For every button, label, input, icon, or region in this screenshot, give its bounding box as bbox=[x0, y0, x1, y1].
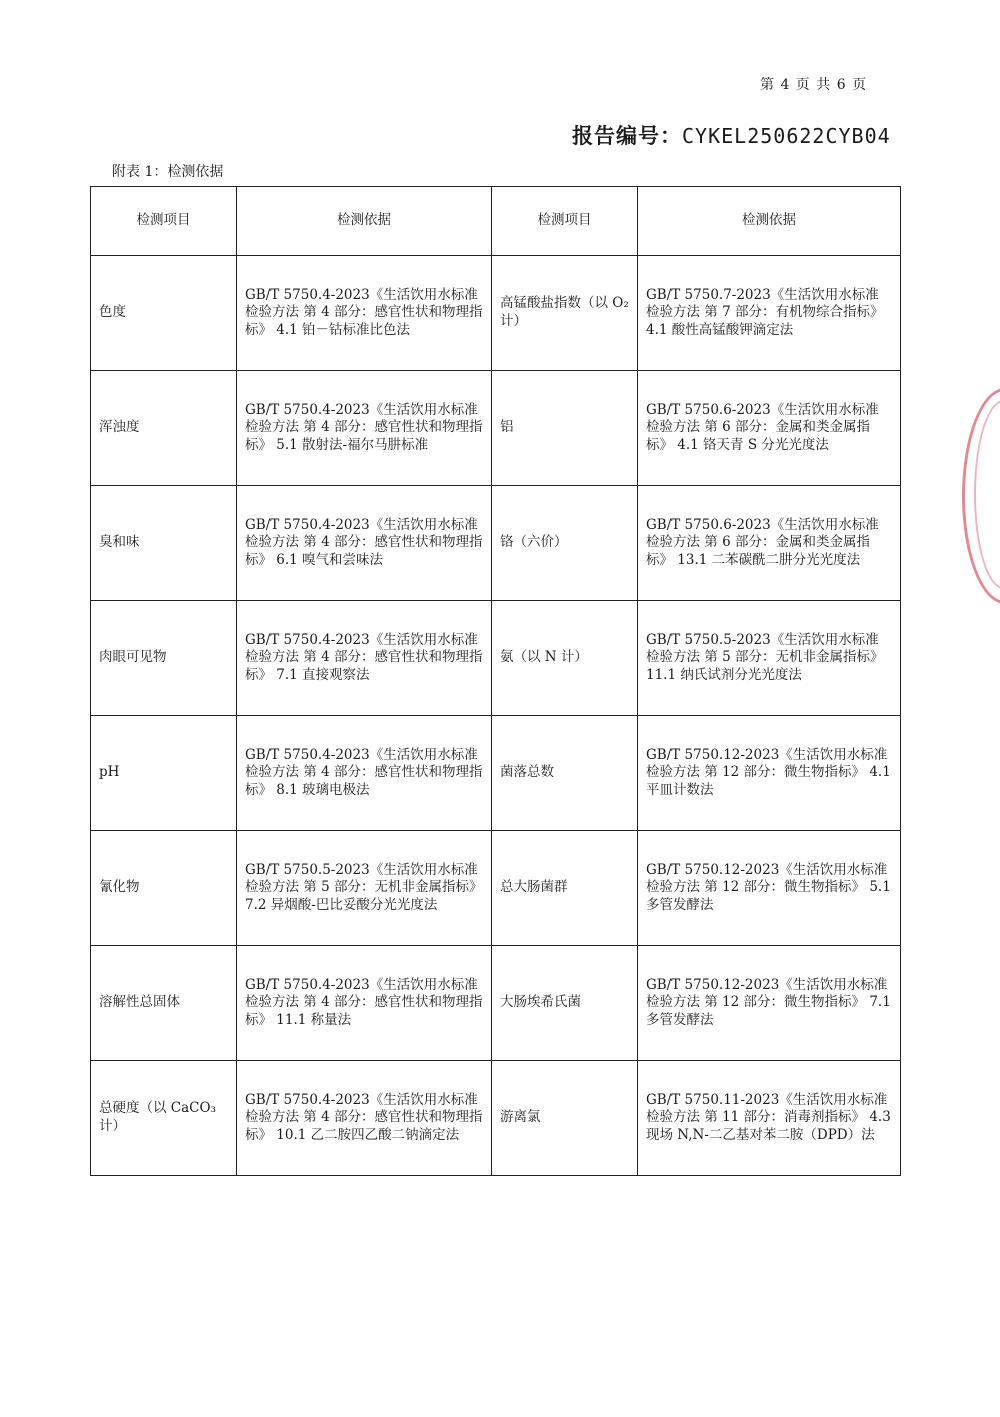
test-item: 铬（六价） bbox=[492, 486, 638, 601]
test-method: GB/T 5750.4-2023《生活饮用水标准检验方法 第 4 部分：感官性状和物理指标》 7.1 直接观察法 bbox=[237, 601, 492, 716]
table-row bbox=[91, 716, 901, 831]
test-item: 肉眼可见物 bbox=[91, 601, 237, 716]
test-method: GB/T 5750.6-2023《生活饮用水标准检验方法 第 6 部分：金属和类金属指标》 13.1 二苯碳酰二肼分光光度法 bbox=[638, 486, 901, 601]
table-row bbox=[91, 371, 901, 486]
test-item: 总大肠菌群 bbox=[492, 831, 638, 946]
table-row bbox=[91, 831, 901, 946]
test-item: 大肠埃希氏菌 bbox=[492, 946, 638, 1061]
header-test-basis-2: 检测依据 bbox=[638, 187, 901, 256]
test-item: 铝 bbox=[492, 371, 638, 486]
test-item: 色度 bbox=[91, 256, 237, 371]
test-item: pH bbox=[91, 716, 237, 831]
table-caption: 附表 1：检测依据 bbox=[112, 164, 224, 180]
test-method: GB/T 5750.4-2023《生活饮用水标准检验方法 第 4 部分：感官性状和物理指标》 8.1 玻璃电极法 bbox=[237, 716, 492, 831]
table-row bbox=[91, 1061, 901, 1176]
test-method: GB/T 5750.4-2023《生活饮用水标准检验方法 第 4 部分：感官性状和物理指标》 11.1 称量法 bbox=[237, 946, 492, 1061]
page-number: 第 4 页 共 6 页 bbox=[760, 77, 868, 93]
test-item: 氨（以 N 计） bbox=[492, 601, 638, 716]
table-row bbox=[91, 601, 901, 716]
report-number-label: 报告编号： bbox=[572, 123, 682, 148]
test-item: 臭和味 bbox=[91, 486, 237, 601]
test-method: GB/T 5750.4-2023《生活饮用水标准检验方法 第 4 部分：感官性状和物理指标》 4.1 铂－钴标准比色法 bbox=[237, 256, 492, 371]
test-item: 高锰酸盐指数（以 O₂计） bbox=[492, 256, 638, 371]
test-method: GB/T 5750.12-2023《生活饮用水标准检验方法 第 12 部分：微生物指标》 4.1 平皿计数法 bbox=[638, 716, 901, 831]
report-number-line bbox=[572, 120, 891, 150]
test-method: GB/T 5750.12-2023《生活饮用水标准检验方法 第 12 部分：微生物指标》 5.1 多管发酵法 bbox=[638, 831, 901, 946]
header-test-basis-1: 检测依据 bbox=[237, 187, 492, 256]
header-test-item-2: 检测项目 bbox=[492, 187, 638, 256]
report-number-value: CYKEL250622CYB04 bbox=[682, 124, 891, 148]
test-item: 总硬度（以 CaCO₃计） bbox=[91, 1061, 237, 1176]
test-method: GB/T 5750.4-2023《生活饮用水标准检验方法 第 4 部分：感官性状和物理指标》 6.1 嗅气和尝味法 bbox=[237, 486, 492, 601]
test-method: GB/T 5750.4-2023《生活饮用水标准检验方法 第 4 部分：感官性状和物理指标》 10.1 乙二胺四乙酸二钠滴定法 bbox=[237, 1061, 492, 1176]
test-method: GB/T 5750.11-2023《生活饮用水标准检验方法 第 11 部分：消毒剂指标》 4.3 现场 N,N-二乙基对苯二胺（DPD）法 bbox=[638, 1061, 901, 1176]
table-row bbox=[91, 256, 901, 371]
test-method: GB/T 5750.12-2023《生活饮用水标准检验方法 第 12 部分：微生物指标》 7.1 多管发酵法 bbox=[638, 946, 901, 1061]
test-method: GB/T 5750.7-2023《生活饮用水标准检验方法 第 7 部分：有机物综合指标》 4.1 酸性高锰酸钾滴定法 bbox=[638, 256, 901, 371]
table-header-row bbox=[91, 187, 901, 256]
test-item: 菌落总数 bbox=[492, 716, 638, 831]
test-item: 游离氯 bbox=[492, 1061, 638, 1176]
test-item: 溶解性总固体 bbox=[91, 946, 237, 1061]
test-method: GB/T 5750.4-2023《生活饮用水标准检验方法 第 4 部分：感官性状和物理指标》 5.1 散射法-福尔马肼标准 bbox=[237, 371, 492, 486]
test-method: GB/T 5750.5-2023《生活饮用水标准检验方法 第 5 部分：无机非金属指标》 7.2 异烟酸-巴比妥酸分光光度法 bbox=[237, 831, 492, 946]
table-row bbox=[91, 486, 901, 601]
header-test-item-1: 检测项目 bbox=[91, 187, 237, 256]
table-row bbox=[91, 946, 901, 1061]
test-basis-table bbox=[90, 186, 901, 1176]
test-item: 氰化物 bbox=[91, 831, 237, 946]
test-item: 浑浊度 bbox=[91, 371, 237, 486]
test-method: GB/T 5750.6-2023《生活饮用水标准检验方法 第 6 部分：金属和类金属指标》 4.1 铬天青 S 分光光度法 bbox=[638, 371, 901, 486]
test-method: GB/T 5750.5-2023《生活饮用水标准检验方法 第 5 部分：无机非金属指标》 11.1 纳氏试剂分光光度法 bbox=[638, 601, 901, 716]
